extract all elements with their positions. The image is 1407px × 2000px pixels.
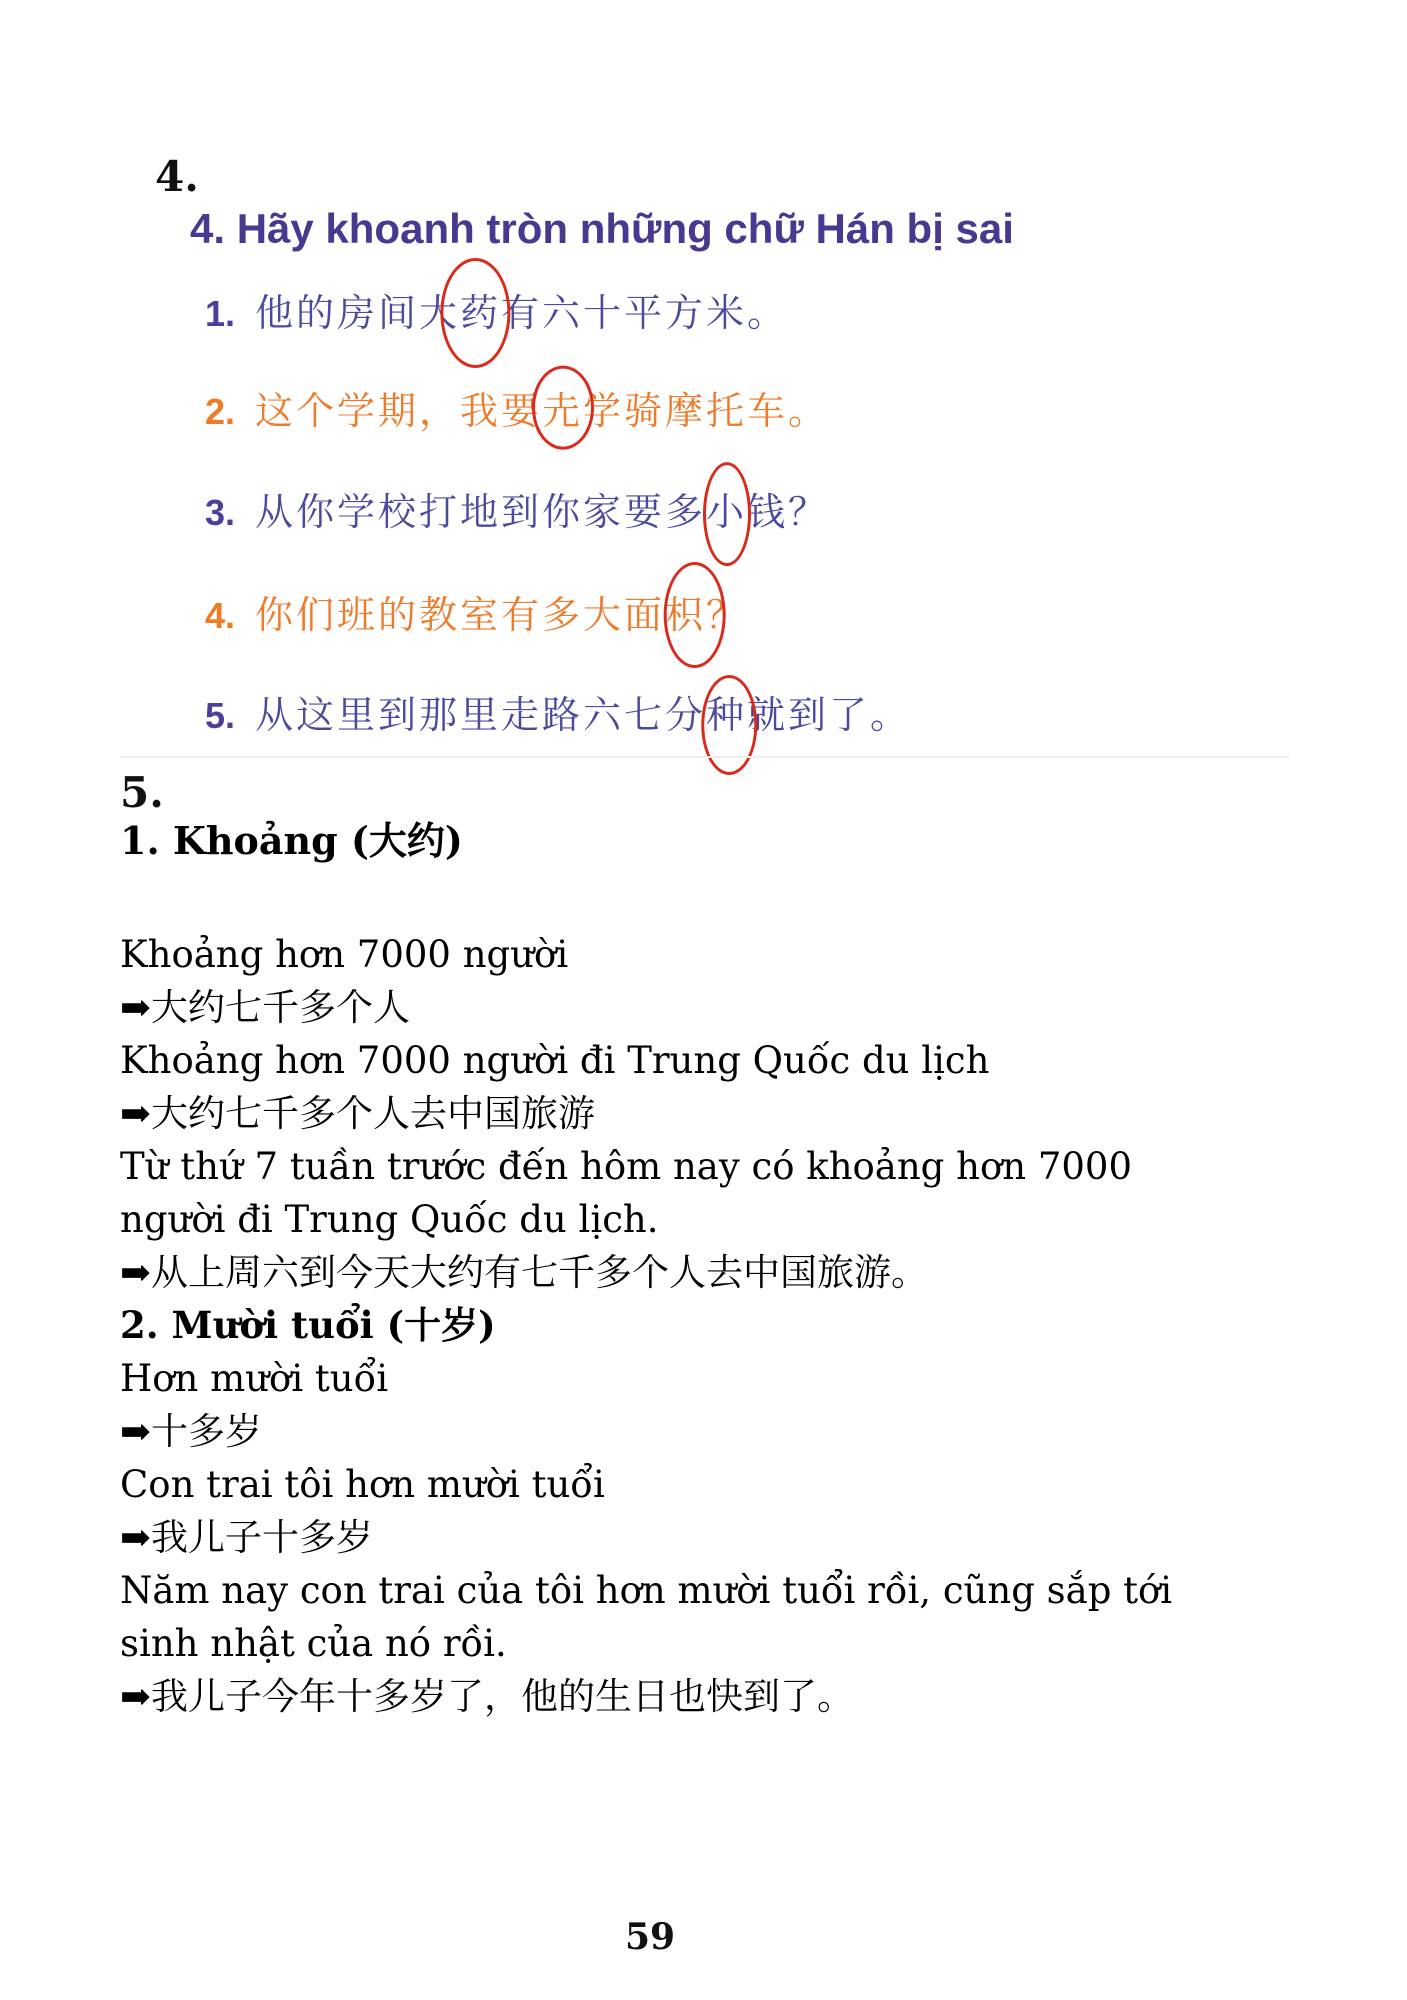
answer-line: Năm nay con trai của tôi hơn mười tuổi rồi, cũng sắp tới: [120, 1569, 1173, 1612]
answer-line: Khoảng hơn 7000 người đi Trung Quốc du lịch: [120, 1039, 990, 1082]
item-number: 2.: [205, 391, 236, 432]
page-number: 59: [624, 1916, 676, 1958]
circled-wrong-char: [665, 593, 707, 637]
wrong-char: 药: [460, 291, 502, 335]
wrong-char: 枳: [665, 593, 707, 637]
answer-line: Con trai tôi hơn mười tuổi: [120, 1463, 605, 1506]
circled-wrong-char: [706, 490, 748, 534]
sentence-pre: 从你学校打地到你家要多: [255, 490, 707, 534]
sentence: [255, 490, 829, 534]
answer-line-chinese: ➡大约七千多个人: [120, 986, 411, 1029]
answer-line: Hơn mười tuổi: [120, 1357, 389, 1400]
answer-heading-muoi-tuoi: 2. Mười tuổi (十岁): [120, 1303, 496, 1347]
answer-line-chinese: ➡我儿子今年十多岁了，他的生日也快到了。: [120, 1675, 855, 1718]
circled-wrong-char: [706, 693, 748, 737]
sentence-post: 学骑摩托车。: [583, 389, 830, 433]
answer-line: người đi Trung Quốc du lịch.: [120, 1198, 659, 1241]
exercise-item-5: [205, 693, 912, 737]
answer-line-chinese: ➡大约七千多个人去中国旅游: [120, 1092, 596, 1135]
sentence: [255, 389, 829, 433]
sentence-pre: 这个学期，我要: [255, 389, 543, 433]
wrong-char: 圥: [542, 389, 584, 433]
exercise-title: 4. Hãy khoanh tròn những chữ Hán bị sai: [190, 205, 1014, 252]
item-number: 5.: [205, 695, 236, 736]
sentence-pre: 从这里到那里走路六七分: [255, 693, 707, 737]
item-number: 3.: [205, 492, 236, 533]
sentence-post: 钱？: [747, 490, 830, 534]
sentence-pre: 他的房间大: [255, 291, 461, 335]
exercise-item-2: [205, 389, 830, 433]
answer-heading-khoang: 1. Khoảng (大约): [120, 818, 463, 863]
sentence: [255, 291, 788, 335]
item-number: 1.: [205, 293, 236, 334]
exercise-item-4: [205, 593, 748, 637]
sentence-post: 就到了。: [747, 693, 912, 737]
answer-line-chinese: ➡从上周六到今天大约有七千多个人去中国旅游。: [120, 1251, 929, 1294]
answer-line-chinese: ➡十多岁: [120, 1410, 263, 1453]
circled-wrong-char: [460, 291, 502, 335]
wrong-char: 小: [706, 490, 748, 534]
wrong-char: 种: [706, 693, 748, 737]
section-number-4: 4.: [155, 152, 199, 201]
sentence: [255, 593, 747, 637]
answer-line: Khoảng hơn 7000 người: [120, 933, 569, 976]
answer-line-chinese: ➡我儿子十多岁: [120, 1516, 374, 1559]
exercise-item-1: [205, 291, 789, 335]
sentence-pre: 你们班的教室有多大面: [255, 593, 666, 637]
circled-wrong-char: [542, 389, 584, 433]
sentence-post: ？: [706, 593, 748, 637]
sentence-post: 有六十平方米。: [501, 291, 789, 335]
section-divider: [120, 756, 1290, 758]
answer-line: sinh nhật của nó rồi.: [120, 1622, 507, 1665]
section-number-5: 5.: [120, 768, 164, 817]
answers-body: [120, 928, 1320, 1723]
exercise-item-3: [205, 490, 830, 534]
sentence: [255, 693, 911, 737]
answer-line: Từ thứ 7 tuần trước đến hôm nay có khoảng hơn 7000: [120, 1145, 1132, 1188]
item-number: 4.: [205, 595, 236, 636]
